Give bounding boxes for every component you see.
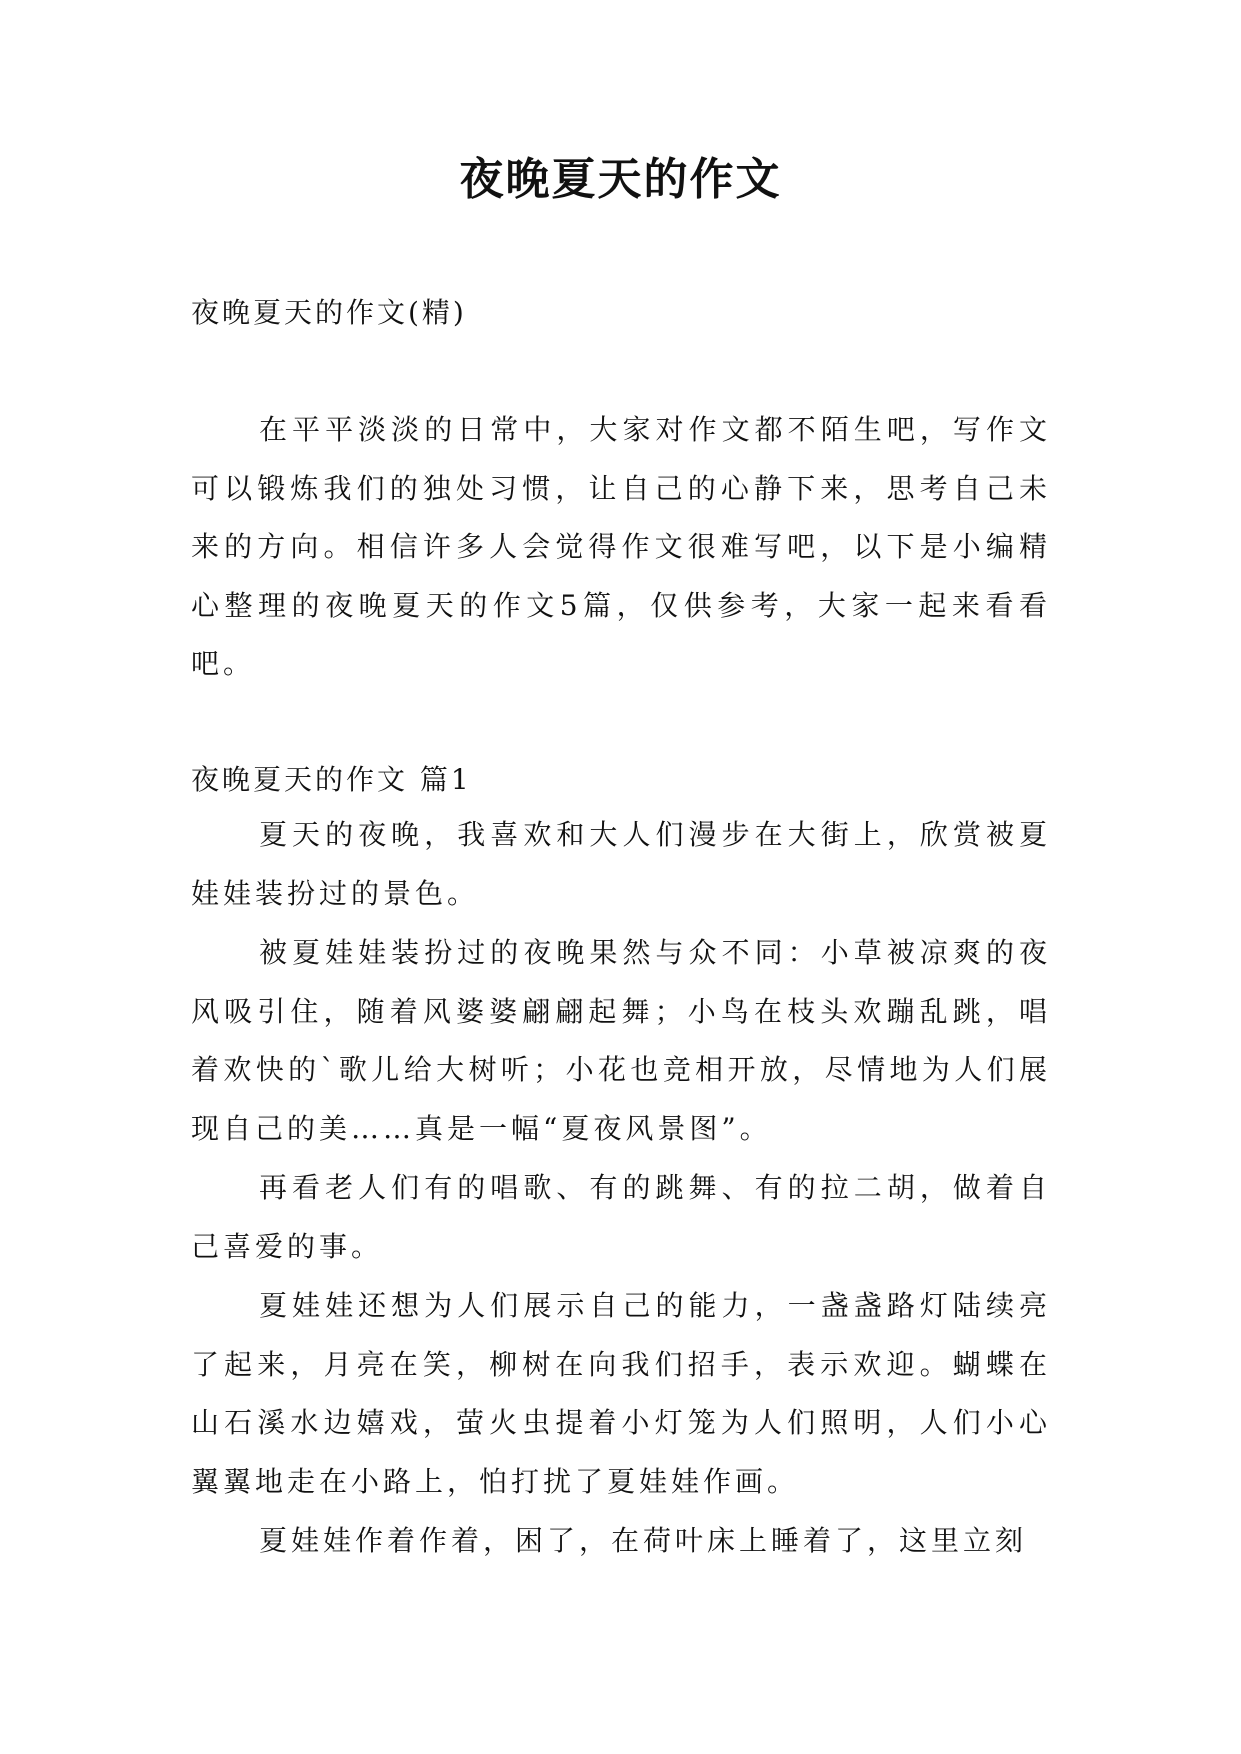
document-title: 夜晚夏天的作文 bbox=[459, 154, 782, 205]
body-paragraph-3: 再看老人们有的唱歌、有的跳舞、有的拉二胡，做着自己喜爱的事。 bbox=[191, 1171, 1051, 1263]
section-heading: 夜晚夏天的作文 篇1 bbox=[191, 763, 472, 796]
document-subtitle: 夜晚夏天的作文(精) bbox=[191, 296, 467, 329]
body-paragraph-5: 夏娃娃作着作着，困了，在荷叶床上睡着了，这里立刻 bbox=[259, 1524, 1028, 1557]
intro-paragraph: 在平平淡淡的日常中，大家对作文都不陌生吧，写作文可以锻炼我们的独处习惯，让自己的心静下来，思考自己未来的方向。相信许多人会觉得作文很难写吧，以下是小编精心整理的夜晚夏天的作文5篇，仅供参考，大家一起来看看吧。 bbox=[191, 413, 1051, 680]
body-paragraph-1: 夏天的夜晚，我喜欢和大人们漫步在大街上，欣赏被夏娃娃装扮过的景色。 bbox=[191, 818, 1051, 910]
body-paragraph-2: 被夏娃娃装扮过的夜晚果然与众不同：小草被凉爽的夜风吸引住，随着风婆婆翩翩起舞；小鸟在枝头欢蹦乱跳，唱着欢快的`歌儿给大树听；小花也竞相开放，尽情地为人们展现自己的美……真是一幅“夏夜风景图”。 bbox=[191, 936, 1051, 1145]
body-paragraph-4: 夏娃娃还想为人们展示自己的能力，一盏盏路灯陆续亮了起来，月亮在笑，柳树在向我们招手，表示欢迎。蝴蝶在山石溪水边嬉戏，萤火虫提着小灯笼为人们照明，人们小心翼翼地走在小路上，怕打扰了夏娃娃作画。 bbox=[191, 1289, 1051, 1498]
